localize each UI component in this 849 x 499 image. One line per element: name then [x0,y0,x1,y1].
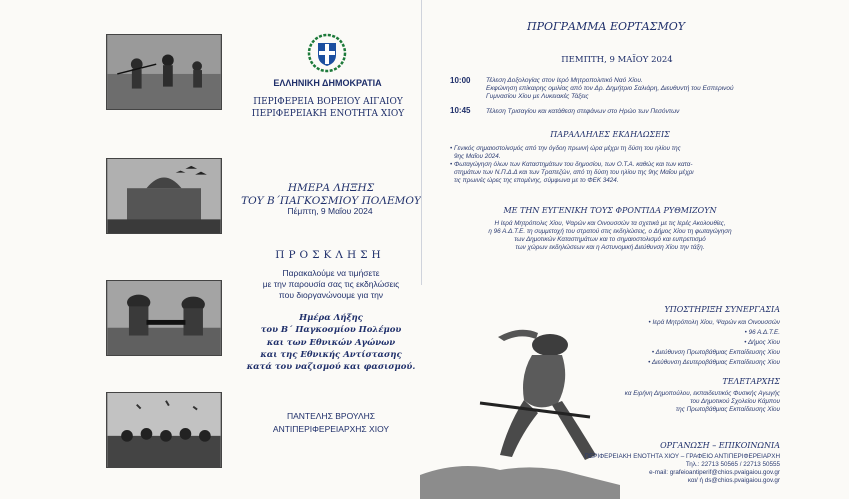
org-email[interactable]: e-mail: grafeioantiperif@chios.pvaigaiou.gov.gr [649,469,780,476]
unit-name: ΠΕΡΙΦΕΡΕΙΑΚΗ ΕΝΟΤΗΤΑ ΧΙΟΥ [251,109,405,119]
occasion-line-1: Ημέρα Λήξης [299,313,363,323]
invitation-text [236,268,426,301]
parallel-2a: • Φωταγώγηση όλων των Καταστημάτων του δημοσίου, των Ο.Τ.Α. καθώς και των κατα- [450,161,693,168]
support-item: • Διεύθυνση Πρωτοβάθμιας Εκπαίδευσης Χίου [651,349,780,356]
support-title: ΥΠΟΣΤΗΡΙΞΗ ΣΥΝΕΡΓΑΣΙΑ [664,305,780,314]
event-time-2: 10:45 [450,106,471,115]
care-line-1: Η Ιερά Μητρόπολις Χίου, Ψαρών και Οινουσσών τα σχετικά με τις Ιερές Ακολουθίες, [494,220,726,227]
care-line-2: η 96 Α.Δ.Τ.Ε. τη συμμετοχή του στρατού στις εκδηλώσεις, ο Δήμος Χίου τη φωταγώγηση [488,228,732,235]
parallel-1a: • Γενικός σημαιοστολισμός από την όγδοη πρωινή ώρα μέχρι τη δύση του ηλίου της [450,145,681,152]
support-item: • Δήμος Χίου [744,339,780,346]
day-title-line-2: ΤΟΥ Β΄ΠΑΓΚΟΣΜΙΟΥ ΠΟΛΕΜΟΥ [241,195,421,207]
occasion-line-3: και των Εθνικών Αγώνων [266,337,396,348]
org-phone: Τηλ.: 22713 50565 / 22713 50555 [685,461,780,468]
parallel-events [450,145,785,185]
event-2-line-1: Τέλεση Τρισαγίου και κατάθεση στεφάνων στο Ηρώο των Πεσόντων [486,108,680,115]
parallel-title: ΠΑΡΑΛΛΗΛΕΣ ΕΚΔΗΛΩΣΕΙΣ [550,130,670,139]
parallel-2c: τις πρωινές ώρες της επομένης, σύμφωνα με το ΦΕΚ 3424. [454,177,619,184]
program-title: ΠΡΟΓΡΑΜΜΑ ΕΟΡΤΑΣΜΟΥ [526,20,685,33]
photo-reichstag [106,158,222,234]
org-email-2[interactable]: και/ ή ds@chios.pvaigaiou.gov.gr [687,477,780,484]
org-line-1: ΠΕΡΙΦΕΡΕΙΑΚΗ ΕΝΟΤΗΤΑ ΧΙΟΥ – ΓΡΑΦΕΙΟ ΑΝΤΙΠΕΡΙΦΕΡΕΙΑΡΧΗ [584,453,780,460]
parallel-1b: 9ης Μαΐου 2024. [454,153,501,160]
host-line-1: κα Ειρήνη Δημοπούλου, εκπαιδευτικός Φυσικής Αγωγής [624,390,780,397]
invite-line-2: με την παρουσία σας τις εκδηλώσεις [262,279,400,289]
event-2 [486,108,786,116]
support-list [580,318,780,368]
org-title: ΟΡΓΑΝΩΣΗ – ΕΠΙΚΟΙΝΩΝΙΑ [660,441,780,450]
event-time-1: 10:00 [450,76,471,85]
greek-emblem-icon [307,33,347,73]
parallel-2b: στημάτων των Ν.Π.Δ.Δ και των Τραπεζών, από τη δύση του ηλίου της 9ης Μαΐου μέχρι [454,169,694,176]
event-1-line-1: Τέλεση Δοξολογίας στον Ιερό Μητροπολιτικό Ναό Χίου. [486,77,643,84]
signer-name: ΠΑΝΤΕΛΗΣ ΒΡΟΥΛΗΣ [286,411,376,421]
host-line-3: της Πρωτοβάθμιας Εκπαίδευσης Χίου [675,406,780,413]
invite-line-1: Παρακαλούμε να τιμήσετε [282,268,380,278]
event-1-line-2: Εκφώνηση επίκαιρης ομιλίας από τον Δρ. Δημήτριο Σαλιάρη, Διευθυντή του Εσπερινού [486,85,734,92]
host-title: ΤΕΛΕΤΑΡΧΗΣ [722,377,780,386]
program-date: ΠΕΜΠΤΗ, 9 ΜΑΪΟΥ 2024 [561,55,673,65]
photo-soldiers-charging [106,34,222,110]
support-item: • 96 Α.Δ.Τ.Ε. [744,329,780,336]
occasion-line-4: και της Εθνικής Αντίστασης [260,349,402,360]
day-date: Πέμπτη, 9 Μαΐου 2024 [287,206,373,216]
photo-machine-gunners [106,280,222,356]
care-title: ΜΕ ΤΗΝ ΕΥΓΕΝΙΚΗ ΤΟΥΣ ΦΡΟΝΤΙΔΑ ΡΥΘΜΙΖΟΥΝ [503,206,717,215]
right-panel [430,0,849,499]
support-item: • Ιερά Μητρόπολη Χίου, Ψαρών και Οινουσσών [648,319,780,326]
signer-block [236,410,426,436]
photo-celebration [106,392,222,468]
day-title [236,182,426,208]
occasion-line-2: του Β΄ Παγκοσμίου Πολέμου [260,325,402,336]
invitation-heading: ΠΡΟΣΚΛΗΣΗ [275,249,385,261]
care-line-4: των χώρων εκδηλώσεων και η Αστυνομική Διεύθυνση Χίου την τάξη. [515,244,705,251]
event-1 [486,77,786,101]
event-1-line-3: Γυμνασίου Χίου με Λυκειακές Τάξεις [486,93,589,100]
region-block [228,96,428,120]
occasion-line-5: κατά του ναζισμού και φασισμού. [246,362,416,373]
host-text [560,390,780,414]
day-title-line-1: ΗΜΕΡΑ ΛΗΞΗΣ [287,182,375,194]
org-text [530,453,780,485]
care-line-3: των Δημοτικών Καταστημάτων και το σημαιοστολισμό και ευπρεπισμό [514,236,706,243]
region-name: ΠΕΡΙΦΕΡΕΙΑ ΒΟΡΕΙΟΥ ΑΙΓΑΙΟΥ [253,97,403,107]
gov-title: ΕΛΛΗΝΙΚΗ ΔΗΜΟΚΡΑΤΙΑ [273,78,382,88]
invite-line-3: που διοργανώνουμε για την [278,290,384,300]
signer-title: ΑΝΤΙΠΕΡΙΦΕΡΕΙΑΡΧΗΣ ΧΙΟΥ [272,424,390,434]
care-text [450,220,770,252]
host-line-2: του Δημοτικού Σχολείου Κάμπου [690,398,780,405]
support-item: • Διεύθυνση Δευτεροβάθμιας Εκπαίδευσης Χίου [648,359,780,366]
invitation-occasion [236,312,426,373]
left-panel [0,0,420,499]
